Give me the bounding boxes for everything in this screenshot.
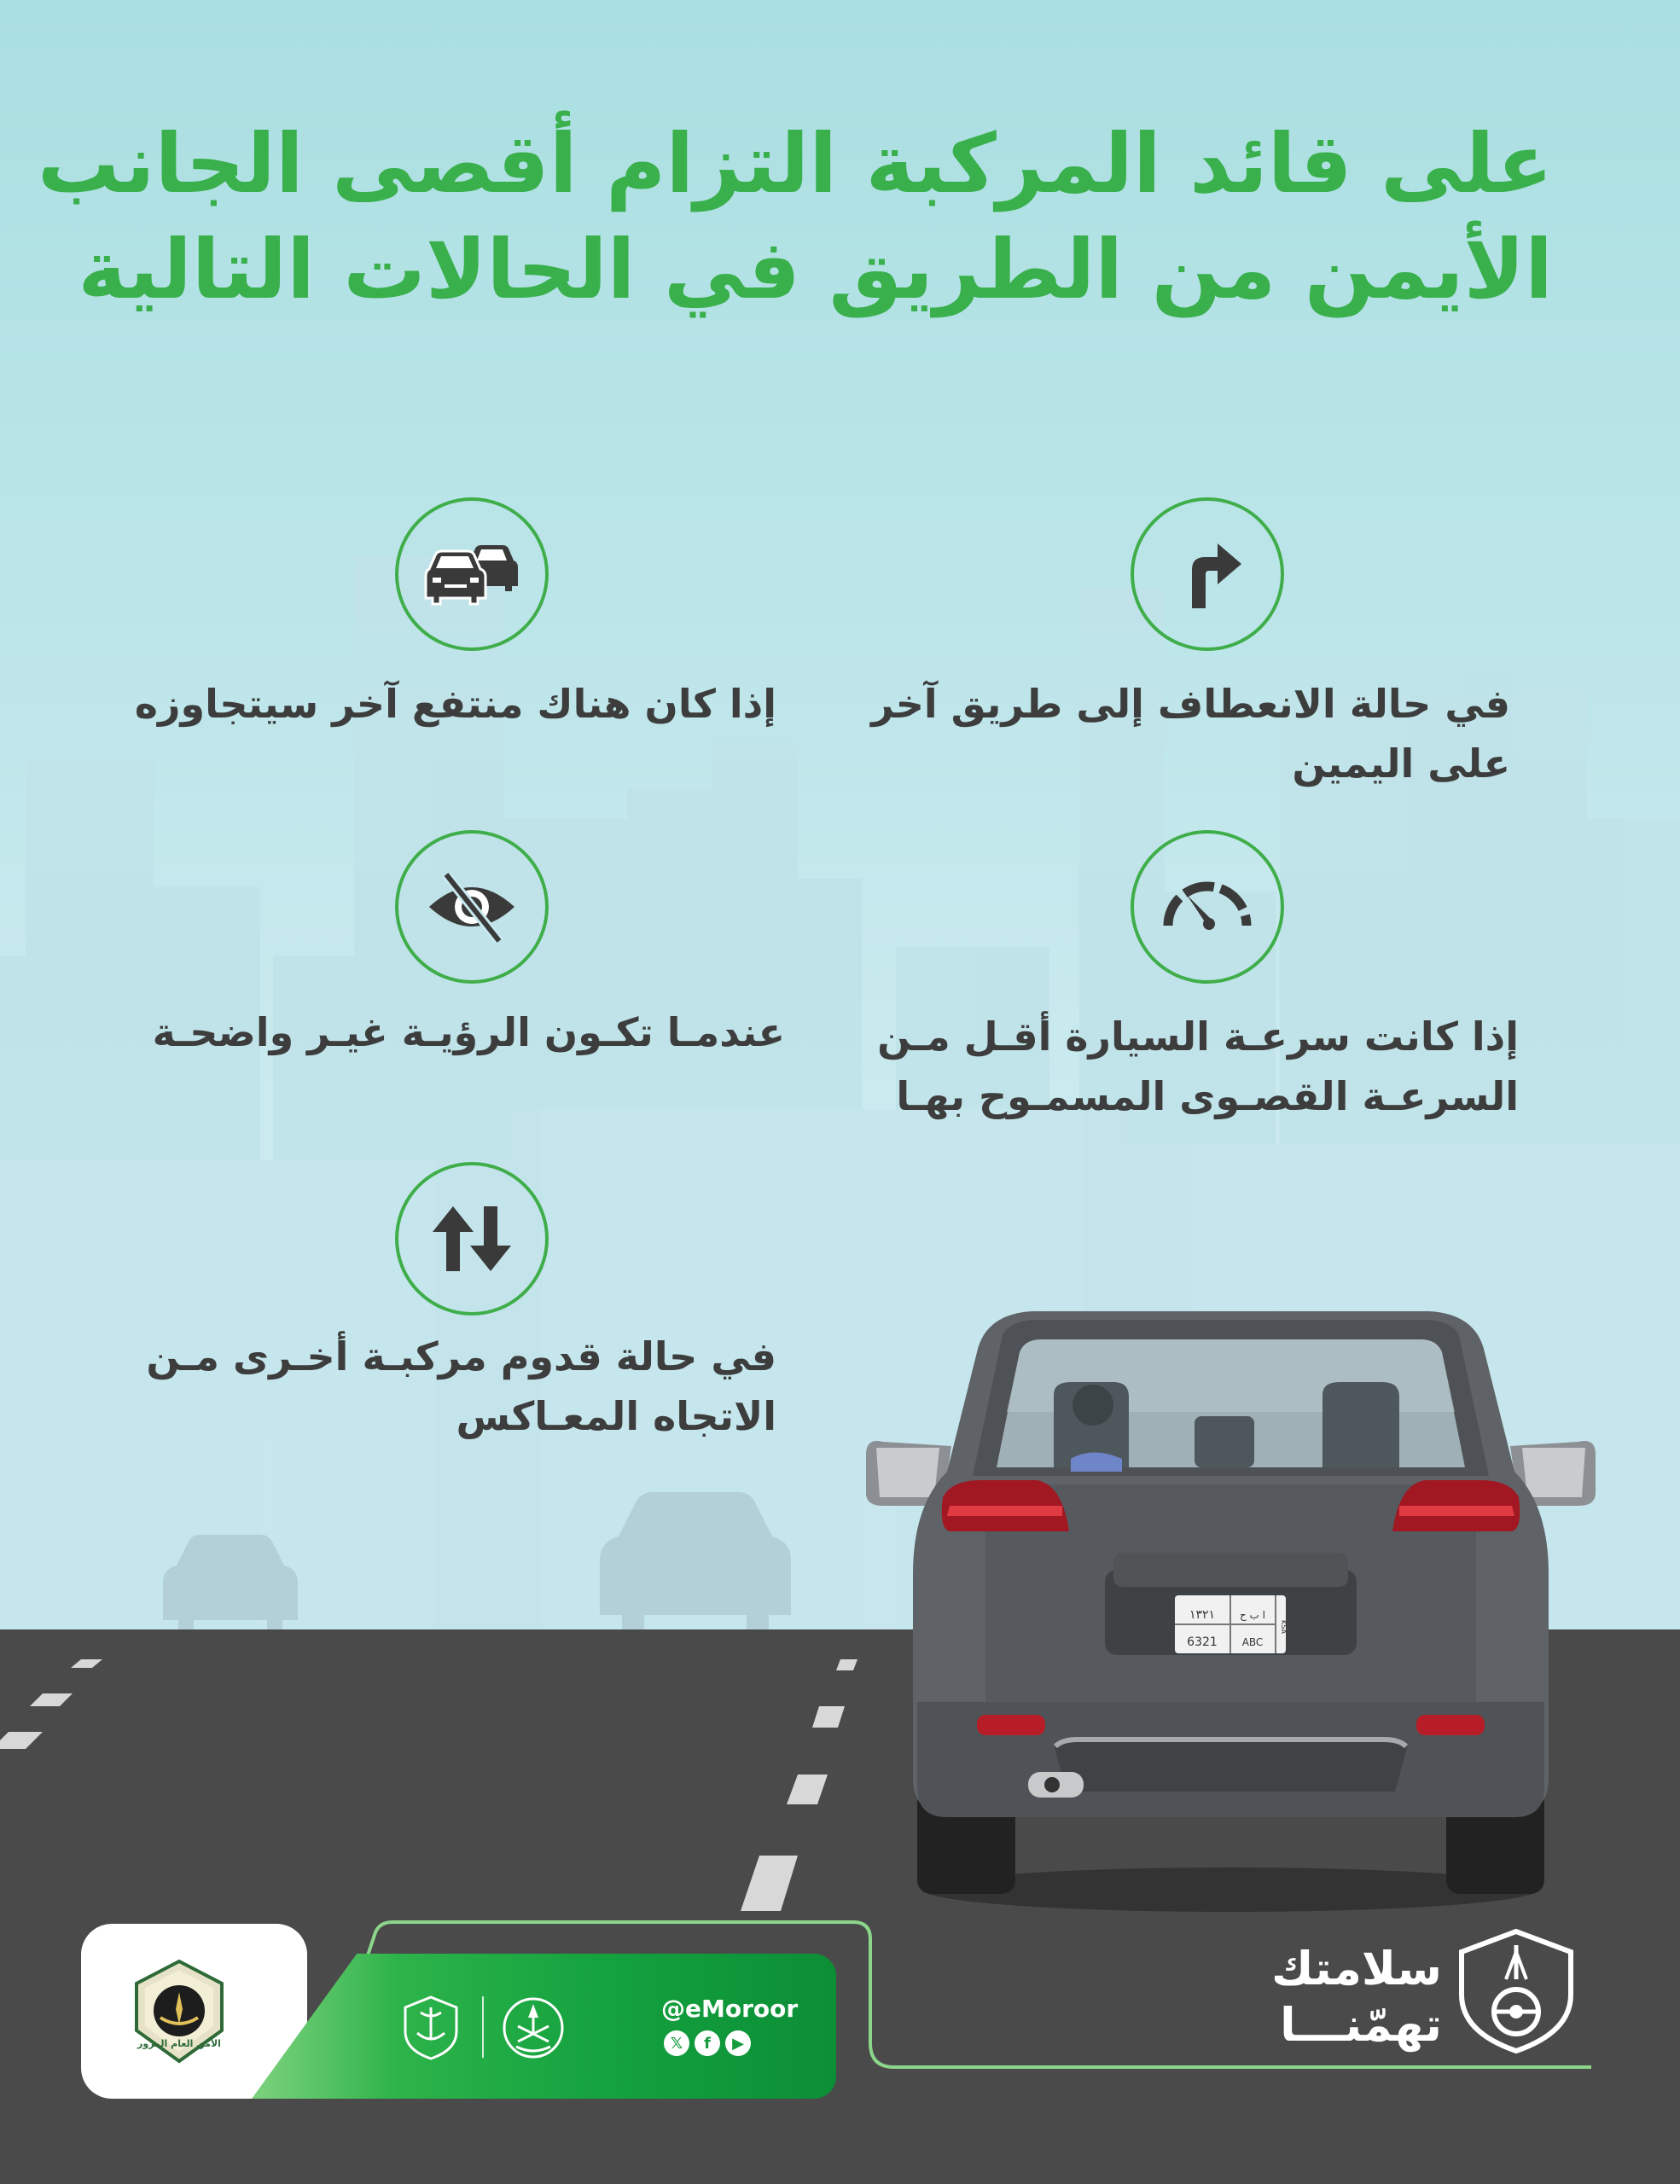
ministry-interior-emblem-icon	[499, 1992, 567, 2062]
plate-arabic-numbers: ١٣٢١	[1189, 1608, 1216, 1622]
overtaking-cars-icon	[395, 497, 549, 651]
condition-poor-visibility	[154, 1002, 785, 1062]
condition-text-line: إذا كان هناك منتفع آخر سيتجاوزه	[134, 681, 776, 727]
traffic-department-logo	[128, 1958, 230, 2065]
public-security-emblem-icon	[397, 1994, 465, 2062]
condition-text-line: عندمـا تكـون الرؤيـة غيـر واضحـة	[152, 1009, 785, 1055]
condition-oncoming-vehicle	[146, 1327, 776, 1446]
faded-car-illustration	[593, 1489, 798, 1634]
condition-text-line: الاتجاه المعـاكس	[456, 1393, 776, 1439]
page-title	[37, 111, 1553, 322]
facebook-icon[interactable]: f	[695, 2030, 720, 2056]
slogan	[1271, 1941, 1442, 2053]
plate-latin-letters: ABC	[1241, 1636, 1264, 1648]
faded-car-illustration	[158, 1531, 303, 1634]
plate-country: KSA	[1280, 1620, 1288, 1634]
condition-text-line: في حالة الانعطاف إلى طريق آخر	[871, 681, 1510, 727]
road-safety-shield-logo	[1455, 1926, 1578, 2054]
logo-text: الأمن العام المرور	[137, 2038, 221, 2049]
title-line-2: الأيمن من الطريق في الحالات التالية	[78, 222, 1553, 317]
car-rear-illustration	[857, 1301, 1604, 1915]
slogan-line-1: سلامتك	[1271, 1942, 1442, 1995]
speedometer-icon	[1131, 830, 1284, 984]
condition-text-line: في حالة قدوم مركبـة أخـرى مـن	[146, 1333, 776, 1380]
social-handle[interactable]: @eMoroor	[661, 1995, 799, 2023]
eye-crossed-icon	[395, 830, 549, 984]
plate-arabic-letters: ا ب ح	[1239, 1609, 1266, 1621]
condition-being-overtaken	[134, 674, 776, 734]
title-line-1: على قائد المركبة التزام أقصى الجانب	[37, 116, 1553, 212]
condition-text-line: إذا كانت سرعـة السيارة أقـل مـن	[877, 1014, 1519, 1060]
x-icon[interactable]: 𝕏	[664, 2030, 689, 2056]
two-way-arrows-icon	[395, 1162, 549, 1316]
condition-slower-speed	[877, 1007, 1519, 1126]
condition-turning-right	[871, 674, 1510, 793]
turn-right-arrow-icon	[1131, 497, 1284, 651]
emblem-divider	[482, 1996, 484, 2058]
condition-text-line: السرعـة القصـوى المسمـوح بهـا	[896, 1073, 1519, 1119]
social-icons	[664, 2030, 751, 2056]
slogan-line-2: تهمّنـــا	[1280, 1998, 1442, 2052]
youtube-icon[interactable]: ▶	[725, 2030, 751, 2056]
condition-text-line: على اليمين	[1292, 741, 1510, 787]
plate-latin-numbers: 6321	[1187, 1635, 1218, 1649]
